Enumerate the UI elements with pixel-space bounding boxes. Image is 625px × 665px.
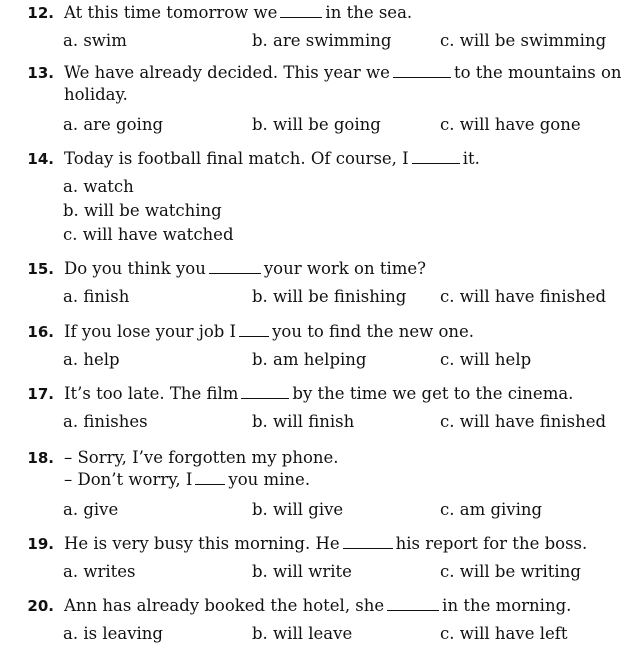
question-stem xyxy=(64,321,612,343)
option-c[interactable]: c. will have finished xyxy=(440,287,607,306)
option-a[interactable]: a. finishes xyxy=(63,412,148,431)
option-b[interactable]: b. are swimming xyxy=(252,31,392,50)
option-b[interactable]: b. will give xyxy=(252,500,344,519)
stem-text: If you lose your job I xyxy=(64,322,237,341)
option-c[interactable]: c. will have gone xyxy=(440,115,581,134)
option-b[interactable]: b. will be finishing xyxy=(252,287,407,306)
question-number: 18. xyxy=(27,449,54,467)
option-a[interactable]: a. watch xyxy=(63,177,134,196)
question-stem xyxy=(64,62,622,106)
answer-blank[interactable] xyxy=(343,533,393,549)
stem-text: We have already decided. This year we xyxy=(64,63,390,82)
stem-text: in the sea. xyxy=(325,3,413,22)
question-stem xyxy=(64,2,612,24)
stem-text: He is very busy this morning. He xyxy=(64,534,340,553)
answer-blank[interactable] xyxy=(393,62,451,78)
question-number: 13. xyxy=(27,64,54,82)
option-b[interactable]: b. am helping xyxy=(252,350,367,369)
option-c[interactable]: c. will have left xyxy=(440,624,568,643)
option-b[interactable]: b. will be going xyxy=(252,115,381,134)
question-number: 16. xyxy=(27,323,54,341)
stem-text: Do you think you xyxy=(64,259,206,278)
stem-text: At this time tomorrow we xyxy=(64,3,278,22)
question-number: 17. xyxy=(27,385,54,403)
option-b[interactable]: b. will be watching xyxy=(63,201,222,220)
answer-blank[interactable] xyxy=(209,258,261,274)
option-c[interactable]: c. am giving xyxy=(440,500,543,519)
option-c[interactable]: c. will have finished xyxy=(440,412,607,431)
stem-text: – Sorry, I’ve forgotten my phone. xyxy=(64,448,339,467)
stem-text: to the mountains on xyxy=(453,63,622,82)
option-a[interactable]: a. is leaving xyxy=(63,624,163,643)
stem-text: Ann has already booked the hotel, she xyxy=(64,596,385,615)
stem-text: in the morning. xyxy=(442,596,572,615)
stem-text: by the time we get to the cinema. xyxy=(292,384,574,403)
option-a[interactable]: a. help xyxy=(63,350,120,369)
option-a[interactable]: a. give xyxy=(63,500,119,519)
option-a[interactable]: a. are going xyxy=(63,115,164,134)
answer-blank[interactable] xyxy=(280,2,322,18)
option-b[interactable]: b. will finish xyxy=(252,412,355,431)
stem-text: you to find the new one. xyxy=(272,322,475,341)
question-number: 12. xyxy=(27,4,54,22)
option-c[interactable]: c. will be writing xyxy=(440,562,581,581)
stem-text: holiday. xyxy=(64,85,128,104)
option-b[interactable]: b. will write xyxy=(252,562,352,581)
stem-text: his report for the boss. xyxy=(395,534,588,553)
stem-text: it. xyxy=(462,149,480,168)
stem-text: your work on time? xyxy=(263,259,427,278)
stem-text: you mine. xyxy=(228,470,311,489)
stem-text: Today is football final match. Of course, I xyxy=(64,149,409,168)
option-c[interactable]: c. will be swimming xyxy=(440,31,607,50)
question-number: 20. xyxy=(27,597,54,615)
answer-blank[interactable] xyxy=(241,383,289,399)
option-c[interactable]: c. will help xyxy=(440,350,532,369)
answer-blank[interactable] xyxy=(239,321,269,337)
question-number: 14. xyxy=(27,150,54,168)
question-stem xyxy=(64,595,612,617)
option-c[interactable]: c. will have watched xyxy=(63,225,234,244)
stem-text: – Don’t worry, I xyxy=(64,470,193,489)
question-stem xyxy=(64,148,612,170)
option-a[interactable]: a. writes xyxy=(63,562,136,581)
question-number: 15. xyxy=(27,260,54,278)
option-a[interactable]: a. finish xyxy=(63,287,130,306)
option-b[interactable]: b. will leave xyxy=(252,624,353,643)
answer-blank[interactable] xyxy=(387,595,439,611)
option-a[interactable]: a. swim xyxy=(63,31,127,50)
answer-blank[interactable] xyxy=(412,148,460,164)
question-stem xyxy=(64,447,612,491)
question-stem xyxy=(64,533,612,555)
answer-blank[interactable] xyxy=(195,469,225,485)
question-number: 19. xyxy=(27,535,54,553)
question-stem xyxy=(64,258,612,280)
stem-text: It’s too late. The film xyxy=(64,384,239,403)
question-stem xyxy=(64,383,612,405)
